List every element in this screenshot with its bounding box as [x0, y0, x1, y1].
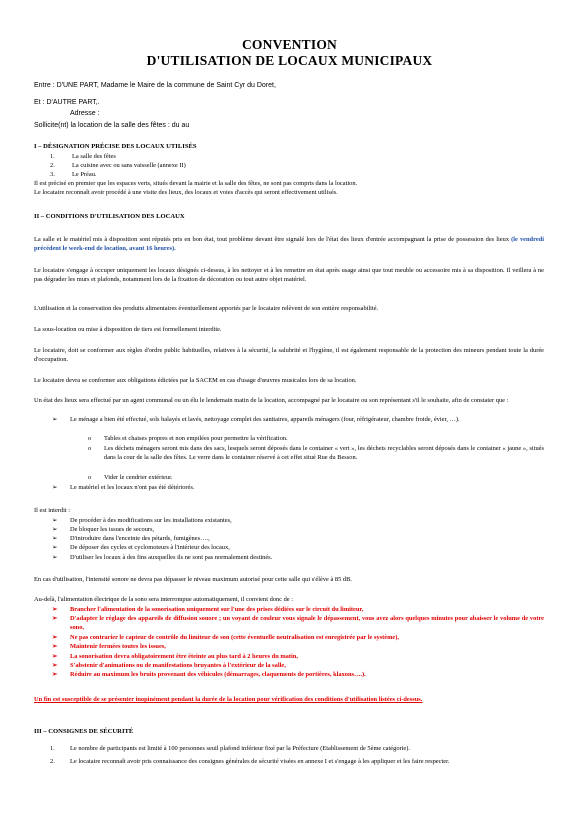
check-item: Le ménage a bien été effectué, sols balayés et lavés, nettoyage complet des sanitaires, appareils ménagers (four, réfrigérateur, chambre froide, évier, …).	[70, 416, 460, 423]
paragraph: Le locataire, doit se conformer aux règles d'ordre public habituelles, relatives à la sécurité, la salubrité et l'hygiène, il est également responsable de la protection des mineurs pendant toute la durée d'occupation.	[34, 347, 544, 363]
red-item: Brancher l'alimentation de la sonorisation uniquement sur l'une des prises dédiées sur le circuit du limiteur,	[70, 606, 364, 613]
red-warning-paragraph: Un fin est susceptible de se présenter inopinément pendant la durée de la location pour vérification des conditions d'utilisation listées ci-dessus.	[34, 696, 423, 703]
interdit-item: D'introduire dans l'enceinte des pétards, fumigènes….,	[70, 535, 210, 542]
list-item: La cuisine avec ou sans vaisselle (annexe II)	[72, 162, 186, 169]
arrow-bullet-icon: ➢	[52, 615, 58, 622]
interdit-item: De bloquer les issues de secours,	[70, 526, 155, 533]
paragraph-text: La salle et le matériel mis à disposition sont réputés pris en bon état, tout problème devant être signalé lors de l'état des lieux d'entrée accompagnant la prise de possession des lieux	[34, 236, 512, 243]
list-item: Le locataire reconnaît avoir pris connaissance des consignes générales de sécurité visées en annexe I et s'engage à les appliquer et les faire respecter.	[70, 758, 450, 765]
paragraph: Au-delà, l'alimentation électrique de la sono sera interrompue automatiquement, il convient donc de :	[34, 596, 293, 603]
intro-entre: Entre : D'UNE PART, Madame le Maire de la commune de Saint Cyr du Doret,	[34, 82, 276, 89]
list-item: La salle des fêtes	[72, 153, 116, 160]
list-number: 3.	[50, 171, 55, 178]
section-heading-3: III – CONSIGNES DE SÉCURITÉ	[34, 728, 134, 735]
arrow-bullet-icon: ➢	[52, 643, 58, 650]
section-heading-1: I – DÉSIGNATION PRÉCISE DES LOCAUX UTILISÉS	[34, 143, 197, 150]
circle-bullet-icon: o	[88, 474, 92, 481]
paragraph: La sous-location ou mise à disposition de tiers est formellement interdite.	[34, 326, 222, 333]
interdit-label: Il est interdit :	[34, 507, 71, 514]
highlight-text: (le vendredi précédent le week-end de location, avant 16 heures).	[34, 236, 544, 252]
intro-et: Et : D'AUTRE PART,.	[34, 99, 100, 106]
paragraph: Le locataire s'engage à occuper uniquement les locaux désignés ci-dessus, à les nettoyer et à les remettre en état après usage ainsi que tout meuble ou accessoire mis à sa disposition. Il veillera à ne pas dégrader les murs et plafonds, notamment lors de la fixation de décoration ou tout autre objet matériel.	[34, 267, 544, 283]
arrow-bullet-icon: ➢	[52, 526, 58, 533]
interdit-item: D'utiliser les locaux à des fins auxquelles ils ne sont pas normalement destinés.	[70, 554, 273, 561]
arrow-bullet-icon: ➢	[52, 535, 58, 542]
list-number: 2.	[50, 758, 55, 765]
arrow-bullet-icon: ➢	[52, 662, 58, 669]
arrow-bullet-icon: ➢	[52, 671, 58, 678]
check-item: Le matériel et les locaux n'ont pas été détériorés.	[70, 484, 195, 491]
sub-check-item: Les déchets ménagers seront mis dans des sacs, lesquels seront déposés dans le container « vert », les déchets recyclables seront déposés dans le container « jaune », situés dans la cour de la salle des fêtes. Le verre dans le container réservé à cet effet situé Rue du Besson.	[104, 445, 544, 461]
list-number: 2.	[50, 162, 55, 169]
arrow-bullet-icon: ➢	[52, 653, 58, 660]
red-item: S'abstenir d'animations ou de manifestations bruyantes à l'extérieur de la salle,	[70, 662, 286, 669]
sub-check-item: Tables et chaises propres et non empilées pour permettre la vérification.	[104, 435, 288, 442]
arrow-bullet-icon: ➢	[52, 544, 58, 551]
list-number: 1.	[50, 745, 55, 752]
intro-sollicite: Sollicite(nt) la location de la salle des fêtes : du au	[34, 122, 190, 129]
paragraph: Il est précisé en premier que les espaces verts, situés devant la mairie et la salle des fêtes, ne sont pas compris dans la location.	[34, 180, 358, 187]
arrow-bullet-icon: ➢	[52, 517, 58, 524]
section-heading-2: II – CONDITIONS D'UTILISATION DES LOCAUX	[34, 213, 185, 220]
arrow-bullet-icon: ➢	[52, 634, 58, 641]
paragraph	[34, 235, 544, 253]
document-subtitle: D'UTILISATION DE LOCAUX MUNICIPAUX	[146, 53, 433, 68]
paragraph: Le locataire reconnaît avoir procédé à une visite des lieux, des locaux et voies d'accès qui seront effectivement utilisés.	[34, 189, 338, 196]
red-item: Maintenir fermées toutes les issues,	[70, 643, 166, 650]
arrow-bullet-icon: ➢	[52, 554, 58, 561]
circle-bullet-icon: o	[88, 445, 92, 452]
list-item: Le nombre de participants est limité à 100 personnes seuil plafond inférieur fixé par la Préfecture (Etablissement de 5ème catégorie).	[70, 745, 410, 752]
red-item: Réduire au maximum les bruits provenant des véhicules (démarrages, claquements de portières, klaxons….).	[70, 671, 366, 678]
intro-adresse: Adresse :	[70, 110, 100, 117]
list-number: 1.	[50, 153, 55, 160]
red-item: Ne pas contrarier le capteur de contrôle du limiteur de son (cette éventuelle neutralisation est enregistrée par le système),	[70, 634, 399, 641]
circle-bullet-icon: o	[88, 435, 92, 442]
red-item: D'adapter le réglage des appareils de diffusion sonore ; un voyant de couleur vous signale le dépassement, vous avez alors quelques minutes pour abaisser le volume de votre sono,	[70, 615, 544, 631]
document-title: CONVENTION	[241, 37, 337, 52]
arrow-bullet-icon: ➢	[52, 606, 58, 613]
arrow-bullet-icon: ➢	[52, 416, 58, 423]
list-item: Le Préau.	[72, 171, 97, 178]
interdit-item: De déposer des cycles et cyclomoteurs à l'intérieur des locaux,	[70, 544, 230, 551]
paragraph: En cas d'utilisation, l'intensité sonore ne devra pas dépasser le niveau maximum autorisé pour cette salle qui s'élève à 85 dB.	[34, 576, 352, 583]
paragraph: Le locataire devra se conformer aux obligations édictées par la SACEM en cas d'usage d'œuvres musicales lors de sa location.	[34, 377, 357, 384]
paragraph: Un état des lieux sera effectué par un agent communal ou un élu le lendemain matin de la location, accompagné par le locataire ou son représentant s'il le souhaite, afin de constater que :	[34, 397, 509, 404]
paragraph: L'utilisation et la conservation des produits alimentaires éventuellement apportés par le locataire relèvent de son entière responsabilité.	[34, 305, 379, 312]
sub-check-item: Vider le cendrier extérieur.	[104, 474, 173, 481]
interdit-item: De procéder à des modifications sur les installations existantes,	[70, 517, 232, 524]
red-item: La sonorisation devra obligatoirement être éteinte au plus tard à 2 heures du matin,	[70, 653, 298, 660]
arrow-bullet-icon: ➢	[52, 484, 58, 491]
